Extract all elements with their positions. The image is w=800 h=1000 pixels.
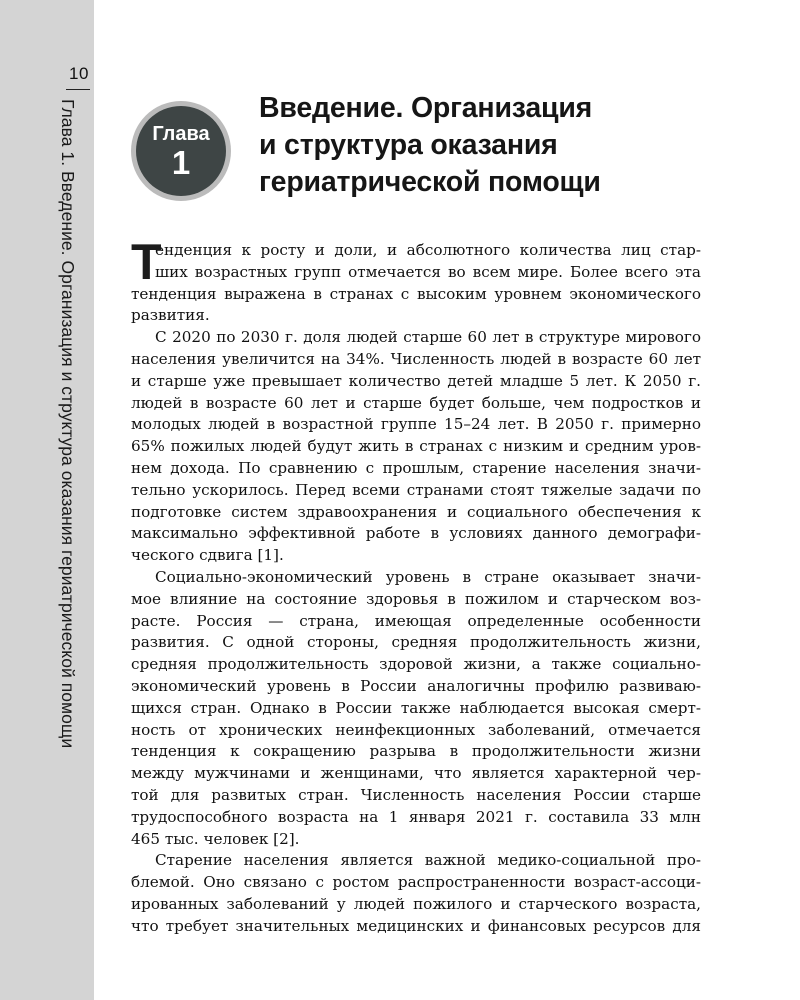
body-line: ность от хронических неинфекционных заболеваний, отмечается: [131, 720, 701, 739]
body-line: экономический уровень в России аналогичны профилю развиваю-: [131, 676, 701, 695]
body-line: подготовке систем здравоохранения и социального обеспечения к: [131, 502, 701, 521]
chapter-badge-circle: [136, 106, 226, 196]
body-line: Старение населения является важной медико-социальной про-: [155, 851, 701, 870]
chapter-badge: [131, 101, 231, 201]
body-line: ированных заболеваний у людей пожилого и старческого возраста,: [131, 894, 701, 913]
body-line: 65% пожилых людей будут жить в странах с низким и средним уров-: [131, 437, 701, 456]
body-line: мое влияние на состояние здоровья в пожилом и старческом воз-: [131, 589, 701, 608]
body-line: что требует значительных медицинских и финансовых ресурсов для: [131, 916, 701, 935]
body-line: трудоспособного возраста на 1 января 2021 г. составила 33 млн: [131, 807, 701, 826]
body-line: развития. С одной стороны, средняя продолжительность жизни,: [131, 633, 701, 652]
body-line: ческого сдвига [1].: [131, 546, 284, 565]
body-line: развития.: [131, 306, 210, 325]
body-line: между мужчинами и женщинами, что является характерной чер-: [131, 764, 701, 783]
body-line: ших возрастных групп отмечается во всем мире. Более всего эта: [155, 262, 701, 281]
body-line: Социально-экономический уровень в стране оказывает значи-: [155, 567, 701, 586]
body-line: средняя продолжительность здоровой жизни, а также социально-: [131, 655, 701, 674]
body-line: блемой. Оно связано с ростом распространенности возраст-ассоци-: [131, 873, 701, 892]
chapter-title-line: и структура оказания: [259, 129, 558, 161]
margin-band: [0, 0, 94, 1000]
page-number: 10: [69, 64, 89, 83]
body-line: 465 тыс. человек [2].: [131, 829, 300, 848]
chapter-word: Глава: [152, 122, 210, 145]
body-line: щихся стран. Однако в России также наблюдается высокая смерт-: [131, 698, 701, 717]
chapter-number: 1: [171, 143, 191, 181]
body-line: той для развитых стран. Численность населения России старше: [131, 785, 701, 804]
body-line: расте. Россия — страна, имеющая определенные особенности: [131, 611, 701, 630]
body-line: нем дохода. По сравнению с прошлым, старение населения значи-: [131, 458, 701, 477]
body-line: и старше уже превышает количество детей младше 5 лет. К 2050 г.: [131, 371, 701, 390]
body-line: людей в возрасте 60 лет и старше будет больше, чем подростков и: [131, 393, 701, 412]
drop-cap: Т: [131, 234, 162, 290]
page-number-rule: [66, 89, 90, 90]
body-line: С 2020 по 2030 г. доля людей старше 60 лет в структуре мирового: [155, 328, 701, 347]
body-line: населения увеличится на 34%. Численность людей в возрасте 60 лет: [131, 349, 701, 368]
body-text: [131, 234, 701, 938]
running-head: Глава 1. Введение. Организация и структура оказания гериатрической помощи: [58, 99, 78, 749]
body-line: тенденция выражена в странах с высоким уровнем экономического: [131, 284, 701, 303]
chapter-title-line: Введение. Организация: [259, 92, 593, 124]
body-line: тельно ускорилось. Перед всеми странами стоят тяжелые задачи по: [131, 480, 701, 499]
body-line: молодых людей в возрастной группе 15–24 лет. В 2050 г. примерно: [131, 415, 701, 434]
body-line: тенденция к сокращению разрыва в продолжительности жизни: [131, 742, 701, 761]
chapter-title: [259, 90, 679, 201]
body-line: максимально эффективной работе в условиях данного демографи-: [131, 524, 701, 543]
chapter-title-line: гериатрической помощи: [259, 166, 601, 198]
body-line: енденция к росту и доли, и абсолютного количества лиц стар-: [155, 241, 701, 259]
